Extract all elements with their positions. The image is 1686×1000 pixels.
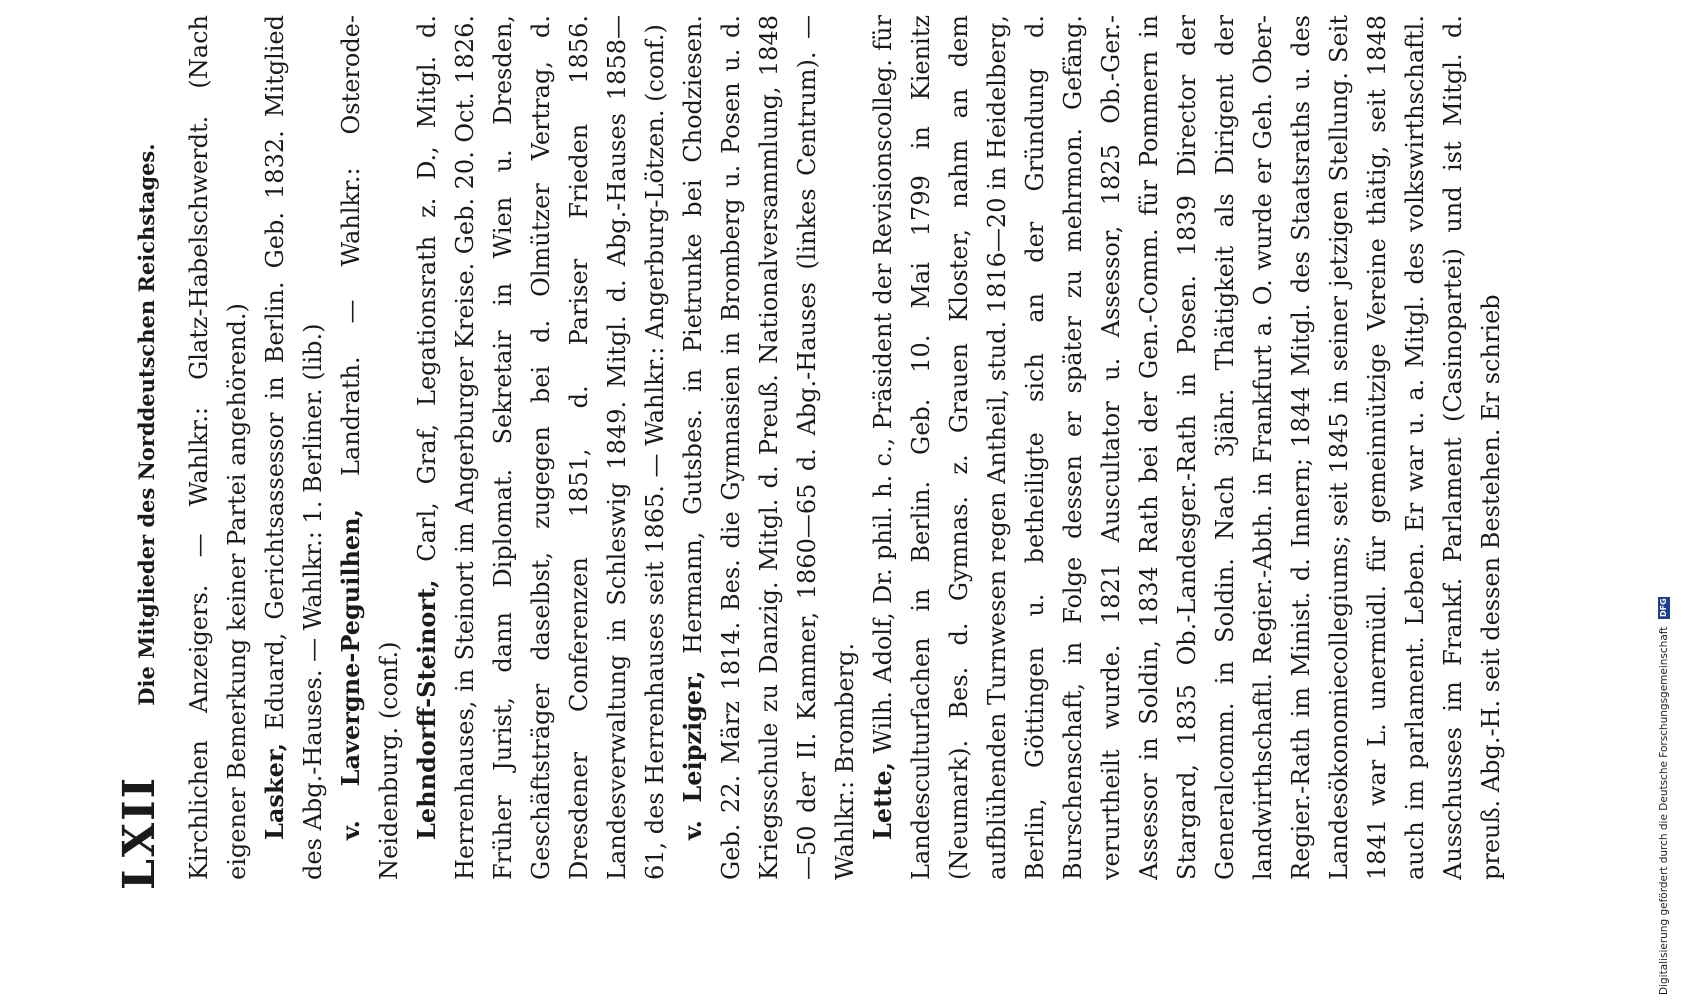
- entry-text: Wilh. Adolf, Dr. phil. h. c., Präsident der Revisionscolleg. für Landesculturſachen in Berlin. Geb. 10. Mai 1799 in Kienitz (Neumark). Bes. d. Gymnas. z. Grauen Kloster, nahm an dem aufblühenden Turnwesen regen Antheil, stud. 1816—20 in Heidelberg, Berlin, Göttingen u. betheiligte sich an der Gründung d. Burschenschaft, in Folge dessen er später zu mehrmon. Gefäng. verurtheilt wurde. 1821 Auscultator u. Assessor, 1825 Ob.-Ger.-Assessor in Soldin, 1834 Rath bei der Gen.-Comm. für Pommern in Stargard, 1835 Ob.-Landesger.-Rath in Posen. 1839 Director der Generalcomm. in Soldin. Nach 3jähr. Thätigkeit als Dirigent der landwirthschaftl. Regier.-Abth. in Frankfurt a. O. wurde er Geh. Ober-Regier.-Rath im Minist. d. Innern; 1844 Mitgl. des Staatsraths u. des Landesökonomiecollegiums; seit 1845 in seiner jetzigen Stellung. Seit 1841 war L. unermüdl. für gemeinnützige Vereine thätig, seit 1848 auch im parlament. Leben. Er war u. a. Mitgl. des volkswirthschaftl. Ausschusses im Frankf. Parlament (Casinopartei) und ist Mitgl. d. preuß. Abg.-H. seit dessen Bestehen. Er schrieb: [869, 15, 1505, 880]
- paragraph: [180, 15, 256, 880]
- dfg-logo: DFG: [1659, 598, 1668, 617]
- credit-text: Digitalisierung gefördert durch die Deutsche Forschungsgemeinschaft: [1658, 626, 1670, 995]
- page-number: LXII: [114, 775, 165, 890]
- entry-text: Hermann, Gutsbes. in Pietrunke bei Chodziesen. Geb. 22. März 1814. Bes. die Gymnasien in Bromberg u. Posen u. d. Kriegsschule zu Danzig. Mitgl. d. Preuß. Nationalversammlung, 1848—50 der II. Kammer, 1860—65 d. Abg.-Hauses (linkes Centrum). — Wahlkr.: Bromberg.: [679, 14, 859, 880]
- paragraph: [332, 15, 408, 880]
- entry-text: Eduard, Gerichtsassessor in Berlin. Geb. 1832. Mitglied des Abg.-Hauses. — Wahlkr.: 1. Berliner. (lib.): [261, 15, 327, 880]
- entry-text: Landrath. — Wahlkr.: Osterode-Neidenburg. (conf.): [337, 15, 403, 880]
- running-head: Die Mitglieder des Norddeutschen Reichstages.: [134, 143, 159, 706]
- body-text: [180, 15, 1510, 880]
- paragraph: [408, 15, 674, 880]
- paragraph: [674, 15, 864, 880]
- page-header: [110, 10, 170, 890]
- page: [110, 10, 1550, 890]
- digitization-credit: [1656, 305, 1672, 995]
- entry-name: Lette,: [868, 762, 897, 840]
- paragraph: [256, 15, 332, 880]
- entry-name: Lehndorff-Steinort,: [412, 579, 441, 840]
- entry-text: Carl, Graf, Legationsrath z. D., Mitgl. d. Herrenhauses, in Steinort im Angerburger Kreise. Geb. 20. Oct. 1826. Früher Jurist, dann Diplomat. Sekretair in Wien u. Dresden, Geschäftsträger daselbst, zugegen bei d. Olmützer Vertrag, d. Dresdener Conferenzen 1851, d. Pariser Frieden 1856. Landesverwaltung in Schleswig 1849. Mitgl. d. Abg.-Hauses 1858—61, des Herrenhauses seit 1865. — Wahlkr.: Angerburg-Lötzen. (conf.): [413, 15, 669, 880]
- entry-name: v. Leipziger,: [678, 670, 707, 840]
- entry-text: Kirchlichen Anzeigers. — Wahlkr.: Glatz-Habelschwerdt. (Nach eigener Bemerkung keiner Partei angehörend.): [185, 15, 251, 880]
- rotated-page: [110, 10, 1550, 890]
- entry-name: v. Lavergne-Peguilhen,: [336, 509, 365, 840]
- paragraph: [864, 15, 1510, 880]
- entry-name: Lasker,: [260, 742, 289, 840]
